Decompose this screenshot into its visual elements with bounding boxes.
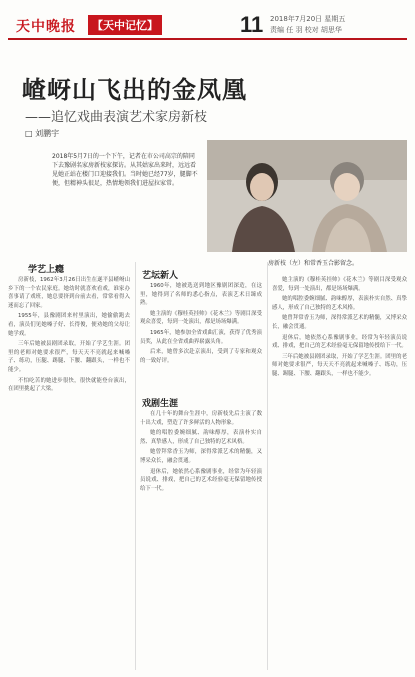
text-column [140, 282, 262, 392]
section-heading: 艺坛新人 [142, 271, 179, 281]
paragraph: 1960年，她被选送到地区豫剧团深造，在这里，她得到了名师的悉心指点，表演艺术日臻成熟。 [140, 283, 262, 307]
newspaper-logo: 天中晚报 [16, 19, 76, 35]
article-photo [207, 140, 407, 252]
paragraph: 她的唱腔委婉细腻、韵味醇厚，表演朴实自然、真挚感人，形成了自己独特的艺术风格。 [272, 296, 407, 311]
paragraph: 退休后，她依然心系豫剧事业，经常为年轻演员说戏、排戏，把自己的艺术经验毫无保留地传授给下一代。 [140, 468, 262, 492]
paragraph: 她曾拜常香玉为师，深得常派艺术的精髓，又博采众长，融会贯通。 [140, 449, 262, 464]
paragraph: 三年后她被县剧团录取，开始了学艺生涯。团里的老师对她要求很严，每天天不亮就起来喊嗓子、练功，压腿、踢腿、下腰、翻跟头，一样也不能少。 [272, 353, 407, 377]
section-heading: 学艺上瘾 [28, 265, 65, 275]
text-column [272, 276, 407, 671]
paragraph: 她主演的《穆桂英挂帅》《花木兰》等剧目深受观众喜爱，每到一处演出，都是场场爆满。 [272, 277, 407, 292]
paragraph: 她曾拜常香玉为师，深得常派艺术的精髓，又博采众长，融会贯通。 [272, 315, 407, 330]
article-byline: □ 刘鹏宇 [25, 129, 60, 138]
article-subhead: ——追忆戏曲表演艺术家房新枝 [25, 110, 208, 125]
paragraph: 三年后她被县剧团录取，开始了学艺生涯。团里的老师对她要求很严，每天天不亮就起来喊嗓子、练功，压腿、踢腿、下腰、翻跟头，一样也不能少。 [8, 341, 130, 373]
paragraph: 退休后，她依然心系豫剧事业，经常为年轻演员说戏、排戏，把自己的艺术经验毫无保留地传授给下一代。 [272, 334, 407, 350]
article-headline: 嵖岈山飞出的金凤凰 [22, 76, 247, 104]
paragraph: 1955年，县豫剧团来村里演出，她偷偷跑去看，演员们见她嗓子好、长得俊，便劝她的父母让她学戏。 [8, 313, 130, 337]
text-column [8, 276, 130, 671]
paragraph: 她主演的《穆桂英挂帅》《花木兰》等剧目深受观众喜爱，每到一处演出，都是场场爆满。 [140, 310, 262, 326]
paragraph: 房新枝，1962年3月26日出生在遂平县嵖岈山乡下的一个农民家庭。她幼时就喜欢看戏，谁家办喜事请了戏班，她总要挤到台前去看，常常看得入迷而忘了回家。 [8, 277, 130, 309]
paragraph: 不怕吃苦的她进步很快，很快就能登台演出，在团里挑起了大梁。 [8, 377, 130, 393]
paragraph: 在几十年的舞台生涯中，房新枝先后主演了数十出大戏，塑造了许多鲜活的人物形象。 [140, 411, 262, 426]
section-heading: 戏剧生涯 [142, 399, 179, 409]
issue-date: 2018年7月20日 星期五 [270, 15, 346, 23]
article-intro: 2018年5月7日的一个下午，记者在市公司高宗的陪同下去豫剧名家房新枝家探访。从其姑家出来时，远远看见她正站在楼门口迎接我们。当时她已经77岁，腿脚不便，但精神头很足，热情地领我们进屋拉家常。 [52, 153, 198, 187]
page-number: 11 [240, 12, 264, 37]
column-divider [267, 262, 268, 670]
paragraph: 后来，她曾多次赴京演出，受到了专家和观众的一致好评。 [140, 349, 262, 364]
text-column [140, 410, 262, 670]
paragraph: 她的唱腔委婉细腻、韵味醇厚，表演朴实自然、真挚感人，形成了自己独特的艺术风格。 [140, 430, 262, 445]
editor-credits: 责编 任 羽 校对 胡思华 [270, 26, 342, 34]
paragraph: 1965年，她参加全省戏曲汇演，获得了优秀演员奖，从此在全省戏曲界崭露头角。 [140, 329, 262, 345]
section-label: 【天中记忆】 [88, 15, 162, 35]
photo-caption: 房新枝（左）和常香玉合影留念。 [268, 260, 359, 267]
column-divider [135, 262, 136, 670]
masthead [8, 10, 407, 40]
